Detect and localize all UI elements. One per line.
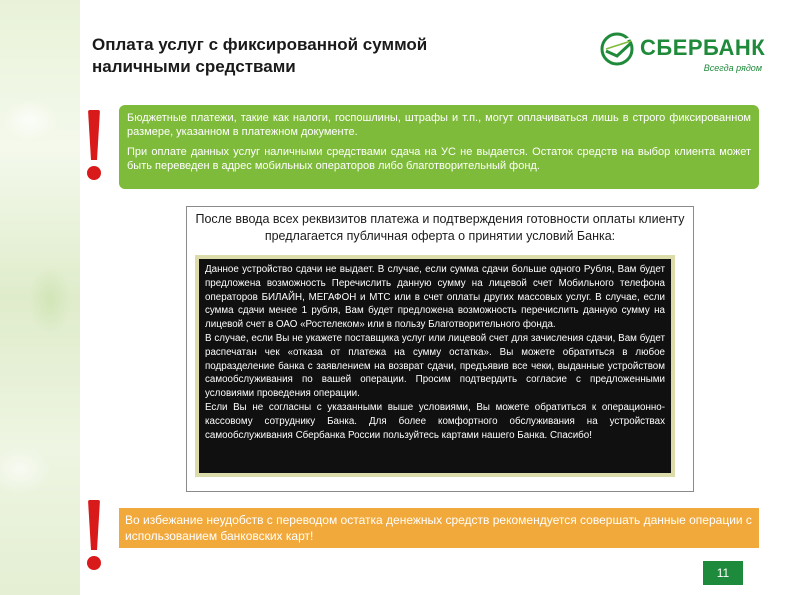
exclamation-icon xyxy=(84,500,104,572)
info-paragraph-1: Бюджетные платежи, такие как налоги, госпошлины, штрафы и т.п., могут оплачиваться лишь в строго фиксированном размере, указанном в платежном документе. xyxy=(127,112,751,138)
page-title-line2: наличными средствами xyxy=(92,57,296,76)
left-decorative-strip xyxy=(0,0,80,595)
info-box xyxy=(119,105,759,189)
logo-tagline: Всегда рядом xyxy=(703,63,762,73)
info-paragraph-2: При оплате данных услуг наличными средствами сдача на УС не выдается. Остаток средств на выбор клиента может быть переведен в адрес мобильных операторов либо благотворительный фонд. xyxy=(127,146,751,172)
logo-wordmark: СБЕРБАНК xyxy=(640,35,766,60)
notice-paragraph-1: Данное устройство сдачи не выдает. В случае, если сумма сдачи больше одного Рубля, Вам будет предложена возможность Перечислить данную сумму на лицевой счет Мобильного телефона операторов БИЛАЙН, МЕГАФОН и МТС или в счет оплаты других массовых услуг. В случае, если сумма сдачи менее 1 рубля, Вам будет предложена возможность перечислить данную сумму на лицевой счет в ОАО «Ростелеком» или в пользу Благотворительного фонда. xyxy=(205,264,665,331)
sberbank-logo xyxy=(600,30,770,78)
notice-paragraph-3: Если Вы не согласны с указанными выше условиями, Вы можете обратиться к операционно-кассовому сотруднику Банка. Для более комфортного обслуживания на устройствах самообслуживания Сбербанка России пользуйтесь картами нашего Банка. Спасибо! xyxy=(205,401,665,441)
page-title-line1: Оплата услуг с фиксированной суммой xyxy=(92,35,428,54)
atm-notice-screen xyxy=(195,255,675,477)
recommendation-box: Во избежание неудобств с переводом остатка денежных средств рекомендуется совершать данные операции с использованием банковских карт! xyxy=(119,508,759,548)
exclamation-icon xyxy=(84,110,104,182)
page-title xyxy=(92,34,512,78)
sberbank-logo-icon xyxy=(600,32,634,66)
public-offer-box xyxy=(186,206,694,492)
page-number: 11 xyxy=(703,561,743,585)
notice-paragraph-2: В случае, если Вы не укажете поставщика услуг или лицевой счет для зачисления сдачи, Вам будет распечатан чек «отказа от платежа на сумму остатка». Вы можете обратиться в любое подразделение банка с заявлением на возврат сдачи, предъявив все чеки, выданные устройством самообслуживания по вашей операции. Просим подтвердить согласие с предложенными условиями проведения операции. xyxy=(205,332,665,400)
offer-heading: После ввода всех реквизитов платежа и подтверждения готовности оплаты клиенту предлагается публичная оферта о принятии условий Банка: xyxy=(195,212,685,243)
